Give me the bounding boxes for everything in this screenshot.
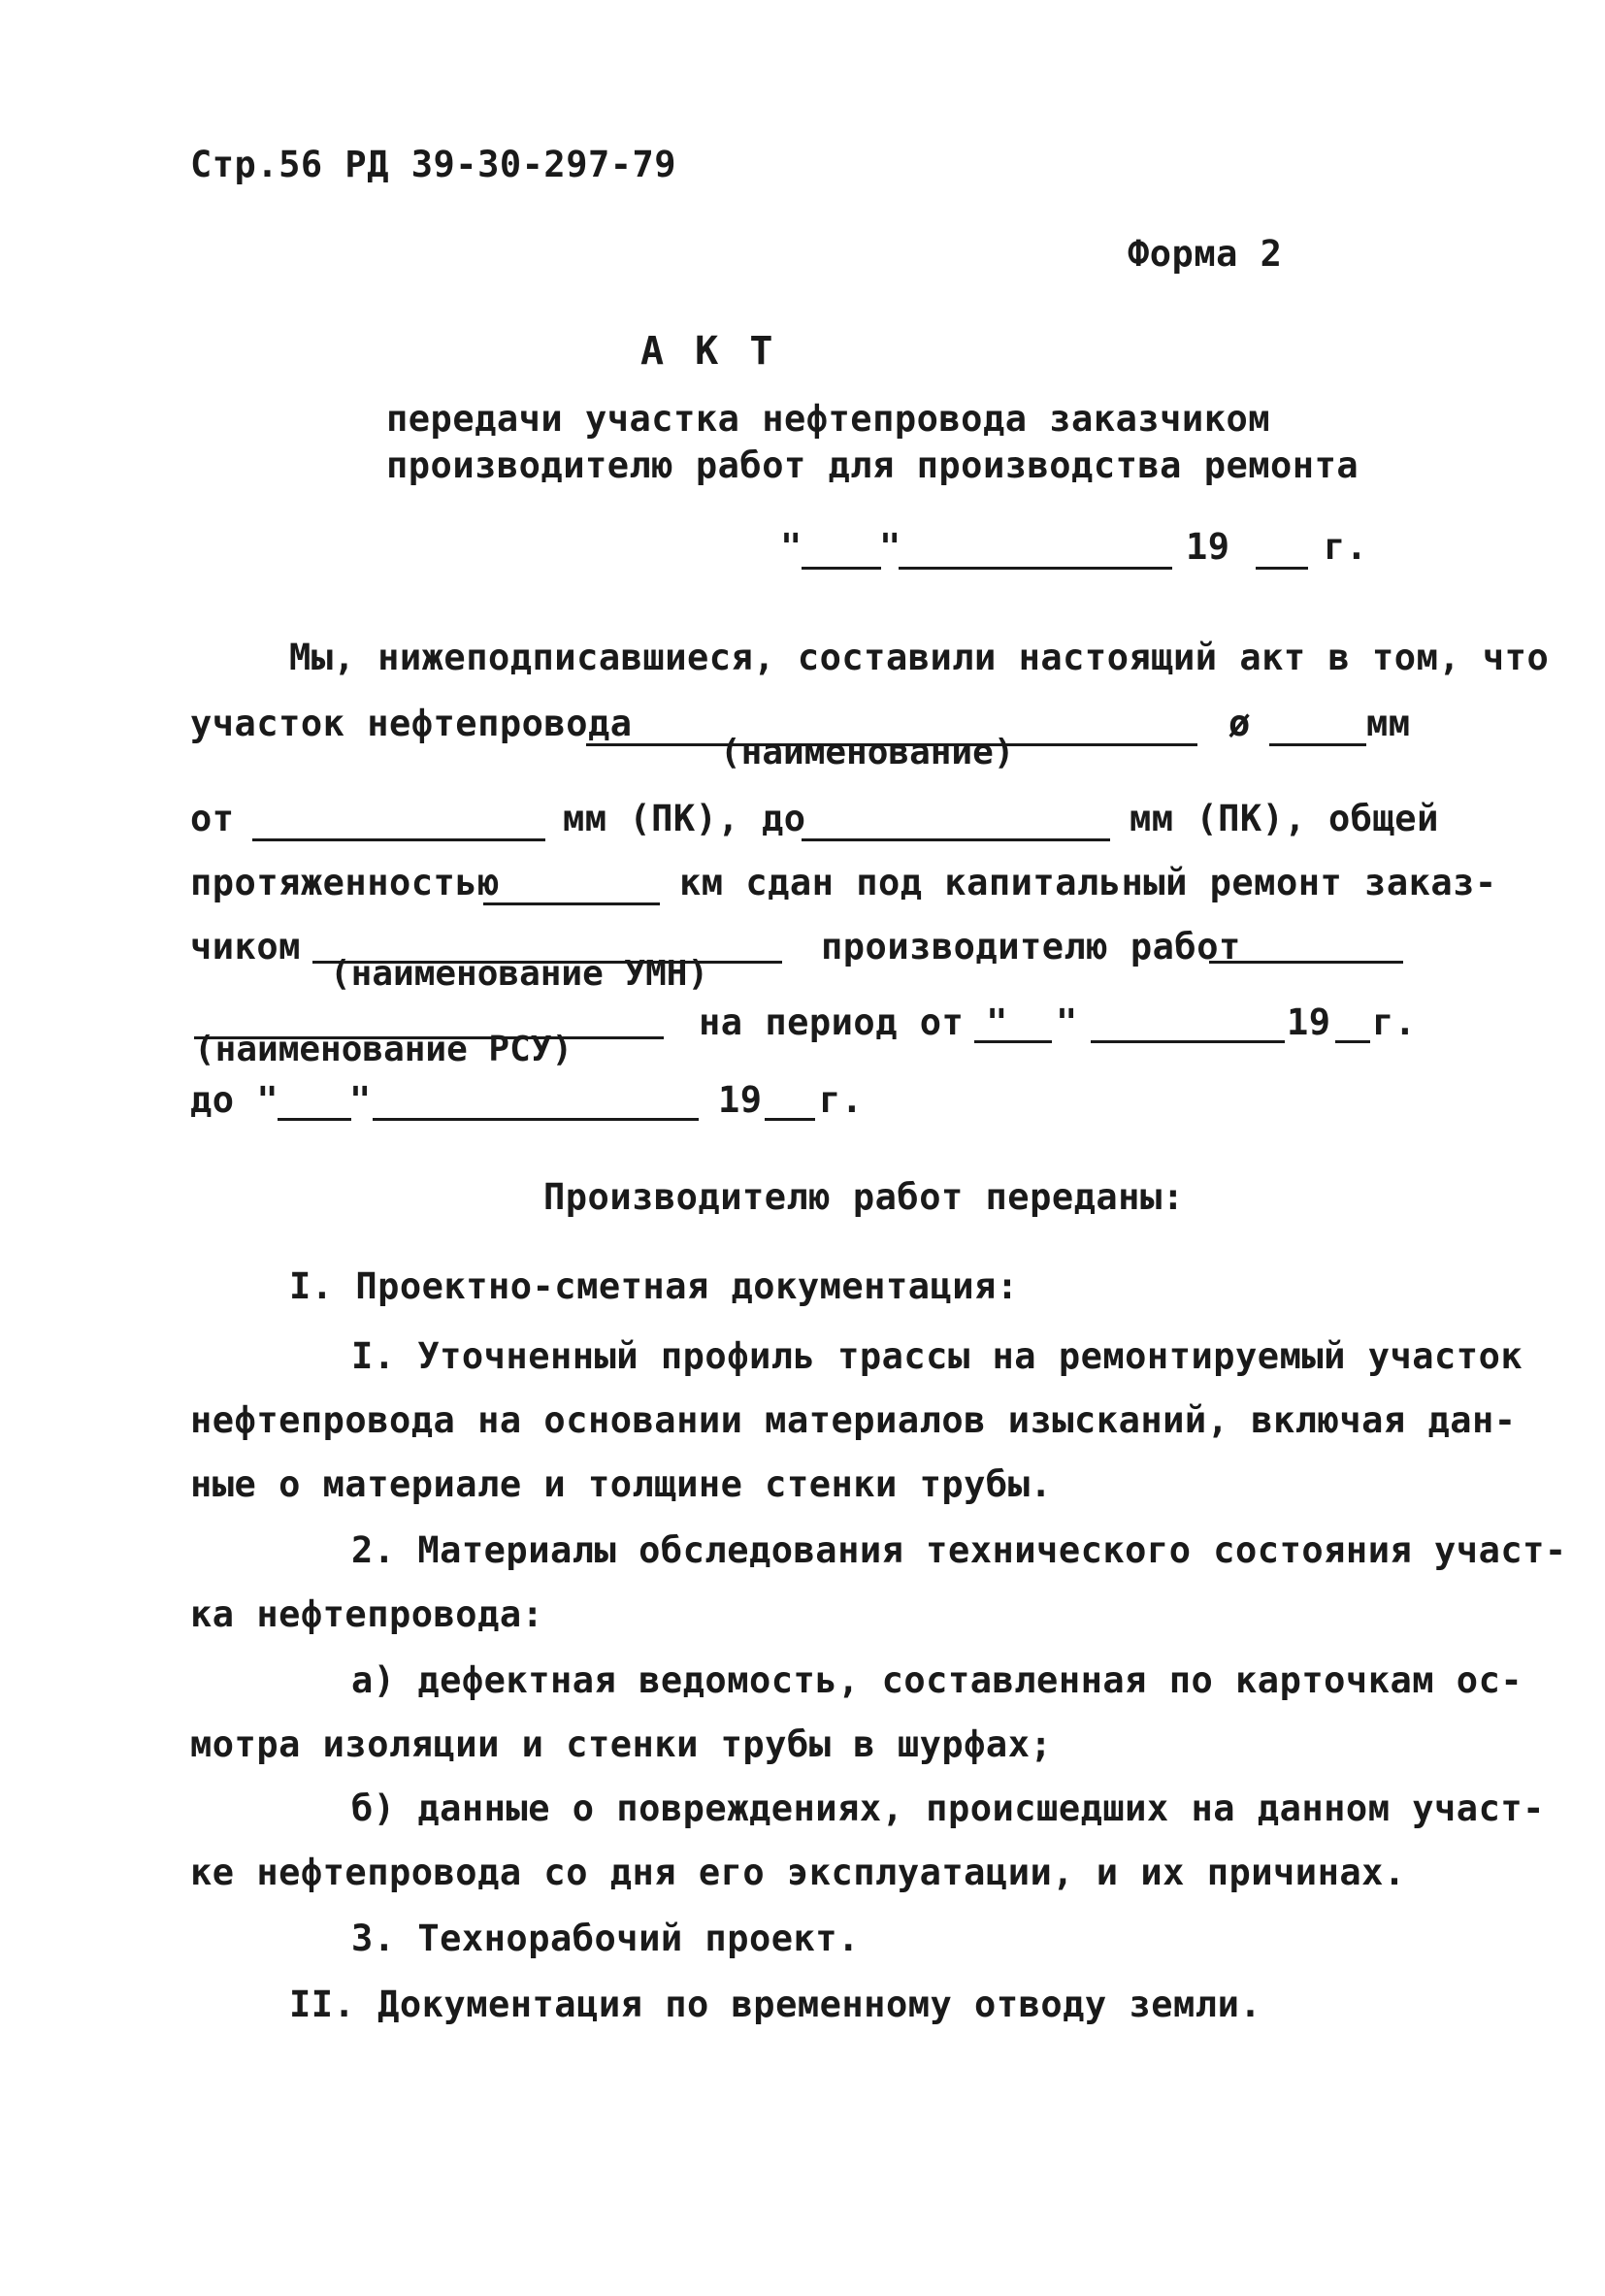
date-quote-open: " [780,526,802,568]
item-1-1-line-2: нефтепровода на основании материалов изысканий, включая дан- [190,1399,1517,1441]
period-from-quote-close: " [1056,1001,1078,1043]
from-label: от [190,798,235,839]
page-reference: Стр.56 РД 39-30-297-79 [190,144,677,185]
period-from-year: 19 [1287,1001,1331,1043]
title-line-2: производителю работ для производства ремонта [386,444,1359,486]
item-1-2-line-1: 2. Материалы обследования технического состояния участ- [351,1529,1567,1571]
document-title: А К Т [640,329,777,374]
section-label: участок нефтепровода [190,703,633,744]
period-to-day-blank[interactable] [278,1118,351,1121]
from-km-blank[interactable] [252,838,545,841]
length-unit-handed-over: км сдан под капитальный ремонт заказ- [679,862,1497,903]
item-1-2-line-2: ка нефтепровода: [190,1593,544,1635]
item-1-1-line-1: I. Уточненный профиль трассы на ремонтируемый участок [351,1335,1523,1377]
period-from-label: на период от " [699,1001,1008,1043]
date-year-prefix: 19 [1186,526,1230,568]
period-from-month-blank[interactable] [1091,1040,1285,1043]
form-number: Форма 2 [1128,233,1283,275]
to-km-blank[interactable] [802,838,1110,841]
period-to-month-blank[interactable] [373,1118,699,1121]
period-from-day-blank[interactable] [974,1040,1052,1043]
item-1-3: 3. Технорабочий проект. [351,1918,860,1959]
period-to-quote-close: " [349,1079,372,1121]
section-heading: Производителю работ переданы: [543,1176,1185,1218]
date-day-blank[interactable] [802,567,881,570]
intro-line: Мы, нижеподписавшиеся, составили настоящий акт в том, что [289,637,1550,678]
length-blank[interactable] [483,902,660,905]
customer-name-caption: (наименование УМН) [330,954,709,994]
from-unit-to: мм (ПК), до [563,798,806,839]
period-to-year: 19 [718,1079,763,1121]
customer-label: чиком [190,926,301,968]
date-year-blank[interactable] [1256,567,1308,570]
item-1-2a-line-2: мотра изоляции и стенки трубы в шурфах; [190,1723,1053,1765]
contractor-blank-end[interactable] [1209,961,1403,964]
diameter-unit: мм [1366,703,1411,744]
contractor-label: производителю работ [821,926,1241,968]
diameter-symbol: ø [1228,703,1251,744]
period-to-year-suffix: г. [819,1079,864,1121]
date-year-suffix: г. [1324,526,1368,568]
date-quote-close: " [879,526,901,568]
period-to-label: до " [190,1079,279,1121]
item-1-1-line-3: ные о материале и толщине стенки трубы. [190,1463,1053,1505]
pipeline-name-caption: (наименование) [720,733,1015,772]
title-line-1: передачи участка нефтепровода заказчиком [386,398,1271,440]
period-from-year-suffix: г. [1372,1001,1417,1043]
period-from-year-blank[interactable] [1335,1040,1370,1043]
to-unit-total: мм (ПК), общей [1130,798,1439,839]
period-to-year-blank[interactable] [765,1118,815,1121]
diameter-blank[interactable] [1269,743,1366,746]
item-1-heading: I. Проектно-сметная документация: [289,1265,1019,1307]
length-label: протяженностью [190,862,500,903]
item-1-2b-line-2: ке нефтепровода со дня его эксплуатации, и их причинах. [190,1852,1406,1893]
item-1-2b-line-1: б) данные о повреждениях, происшедших на данном участ- [351,1788,1545,1829]
contractor-name-caption: (наименование РСУ) [194,1030,573,1069]
item-1-2a-line-1: а) дефектная ведомость, составленная по карточкам ос- [351,1659,1523,1701]
date-month-blank[interactable] [899,567,1172,570]
item-2-heading: II. Документация по временному отводу земли. [289,1984,1262,2025]
